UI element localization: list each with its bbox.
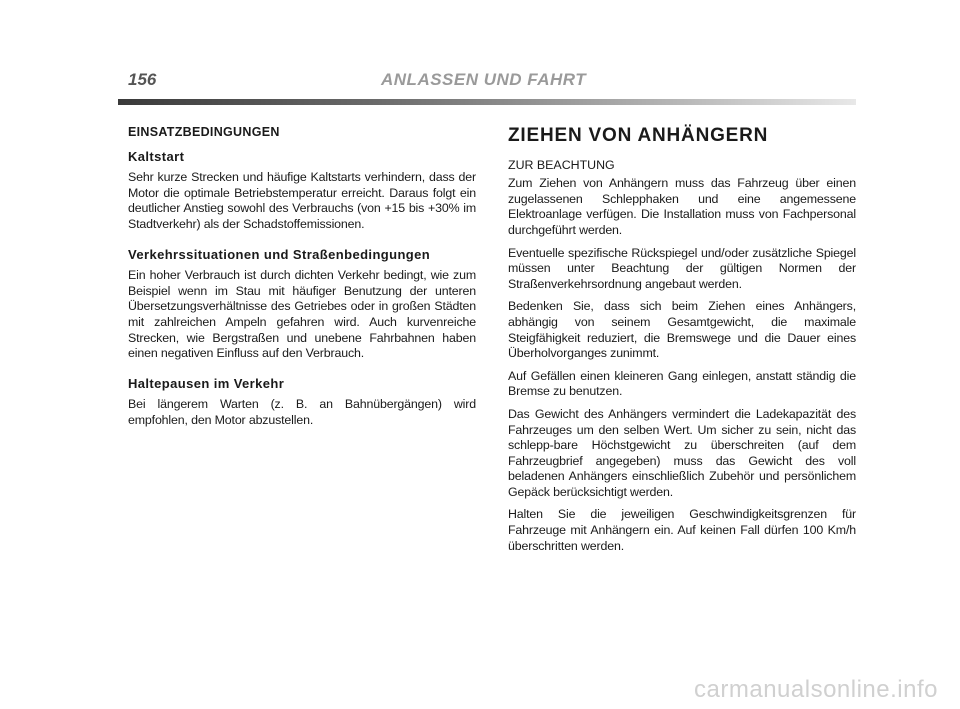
right-column xyxy=(508,125,856,561)
page-number: 156 xyxy=(128,70,157,89)
trailer-paragraph: Auf Gefällen einen kleineren Gang einlegen, anstatt ständig die Bremse zu benutzen. xyxy=(508,368,856,399)
running-header-title: ANLASSEN UND FAHRT xyxy=(381,70,587,89)
trailer-paragraph: Bedenken Sie, dass sich beim Ziehen eines Anhängers, abhängig von seinem Gesamtgewicht, die maximale Steigfähigkeit reduziert, die Bremswege und die Dauer eines Überholvorganges zunimmt. xyxy=(508,299,856,361)
section-title: EINSATZBEDINGUNGEN xyxy=(128,125,280,139)
trailer-section-title: ZIEHEN VON ANHÄNGERN xyxy=(508,125,769,146)
trailer-paragraph: Das Gewicht des Anhängers vermindert die Ladekapazität des Fahrzeuges um den selben Wert. Um sicher zu sein, nicht das schlepp-bare Höchstgewicht zu überschreiten (auf dem Fahrzeugbrief angegeben) muss das Gewicht des voll beladenen Anhängers einschließlich Zubehör und persönlichem Gepäck berücksichtigt werden. xyxy=(508,406,856,499)
note-label: ZUR BEACHTUNG xyxy=(508,157,615,172)
heading-traffic-stops: Haltepausen im Verkehr xyxy=(128,375,285,391)
watermark-text: carmanualsonline.info xyxy=(694,676,938,703)
trailer-paragraph: Zum Ziehen von Anhängern muss das Fahrzeug über einen zugelassenen Schlepphaken und eine angemessene Elektroanlage verfügen. Die Installation muss von Fachpersonal durchgeführt werden. xyxy=(508,176,856,237)
trailer-paragraph: Halten Sie die jeweiligen Geschwindigkeitsgrenzen für Fahrzeuge mit Anhängern ein. Auf keinen Fall dürfen 100 Km/h überschritten werden. xyxy=(508,507,856,553)
heading-cold-start: Kaltstart xyxy=(128,148,185,164)
header-rule xyxy=(118,99,856,105)
left-column xyxy=(128,125,476,436)
trailer-paragraph: Eventuelle spezifische Rückspiegel und/oder zusätzliche Spiegel müssen unter Beachtung der gültigen Normen der Straßenverkehrsordnung angebaut werden. xyxy=(508,245,856,291)
paragraph-traffic-conditions: Ein hoher Verbrauch ist durch dichten Verkehr bedingt, wie zum Beispiel wenn im Stau mit häufiger Benutzung der unteren Übersetzungsverhältnisse des Getriebes oder in großen Städten mit zahlreichen Ampeln gefahren wird. Auch kurvenreiche Strecken, wie Bergstraßen und unebene Fahrbahnen haben einen negativen Einfluss auf den Verbrauch. xyxy=(128,268,476,361)
heading-traffic-conditions: Verkehrssituationen und Straßenbedingungen xyxy=(128,246,431,262)
paragraph-cold-start: Sehr kurze Strecken und häufige Kaltstarts verhindern, dass der Motor die optimale Betriebstemperatur erreicht. Daraus folgt ein deutlicher Anstieg sowohl des Verbrauchs (von +15 bis +30% im Stadtverkehr) als der Schadstoffemissionen. xyxy=(128,170,476,231)
paragraph-traffic-stops: Bei längerem Warten (z. B. an Bahnübergängen) wird empfohlen, den Motor abzustellen. xyxy=(128,397,476,427)
